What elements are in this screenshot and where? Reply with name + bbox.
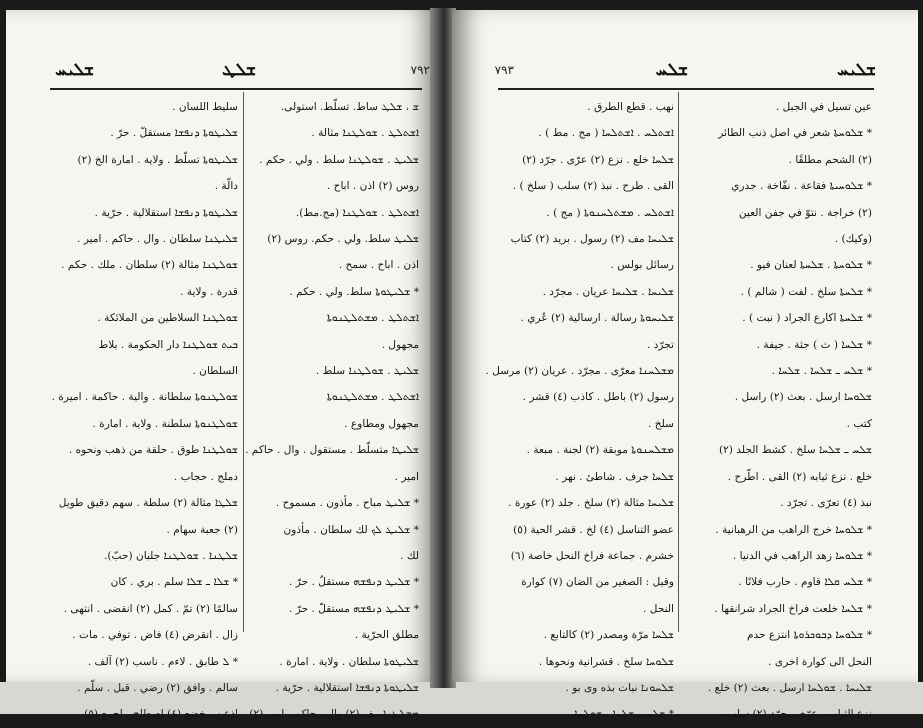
header-left-word: ܫܠܚ: [655, 60, 688, 80]
dictionary-line: ܐܫܬܠܚ . ܐܫܬܠܚܐ ( مج . مط ) .: [538, 127, 674, 140]
dictionary-line: نزع الثياب . عرّى . جرّد (٢) سلب .: [719, 708, 872, 721]
dictionary-line: ܫܠܝܛ سلط. ولي . حكم. روس (٢): [267, 233, 419, 246]
dictionary-line: رسول (٢) باطل . كاذب (٤) قشر .: [522, 391, 674, 404]
dictionary-line: * ܫܠܝܛ ܕܢܦܫܗ مستقلّ . حرّ .: [288, 602, 419, 615]
dictionary-line: * ܫܠܚ ـ ܫܠܚܐ . ܫܠܚܐ .: [771, 365, 872, 378]
dictionary-line: عين تسيل في الجبل .: [775, 101, 872, 113]
page-number: ٧٩٣: [494, 63, 514, 77]
header-rule: [50, 88, 422, 90]
dictionary-line: ܒܝܬ ܫܘܠܛܢܐ دار الحكومة . بلاط: [98, 338, 238, 351]
dictionary-line: ܫܠܛܐ مثالة (٢) سلطة . سهم دقيق طويل: [58, 497, 238, 510]
dictionary-line: ܫܠܝܚܘܬܐ رسالة . ارسالية (٢) عُري .: [520, 312, 674, 325]
left-page-header: [6, 60, 436, 86]
header-rule: [498, 88, 874, 90]
right-page: [452, 10, 918, 721]
dictionary-line: ܫܠܛܢܐ . ܫܘܠܛܢܐ جلبان (حبّ).: [104, 549, 238, 562]
dictionary-line: ܐܫܬܠܛ . ܫܘܠܛܢܐ مثالة .: [311, 127, 419, 140]
dictionary-line: ܫܠܝܛ . ܫܘܠܛܢܐ سلط .: [315, 365, 419, 378]
dictionary-line: ܫܘܠܛܢܐ مثالة (٢) سلطان . ملك . حكم .: [61, 259, 238, 272]
header-left-word: ܫܠܝܚ: [55, 60, 94, 80]
dictionary-line: السلطان .: [192, 365, 238, 378]
header-right-word: ܫܠܝܚ: [837, 60, 876, 80]
dictionary-line: ܫܠܝܛܘܬܐ سلطان . ولاية . امارة .: [279, 655, 419, 668]
column-divider: [243, 92, 244, 632]
dictionary-line: ܫܠܘܚܐ سلخ . قشرانية ونحوها .: [538, 655, 674, 668]
dictionary-line: نبذ (٤) تعرّى . تجرّد .: [780, 497, 872, 510]
page-number: ٧٩٢: [410, 63, 430, 77]
dictionary-line: خلع . نزع ثيابه (٢) القى . اطّرح .: [727, 470, 872, 483]
dictionary-line: * ܠ طابق . لاءم . ناسب (٢) آلف .: [87, 655, 238, 668]
right-page-header: [452, 60, 918, 86]
dictionary-line: ܐܫܬܠܚ . ܡܫܬܠܚܢܘܬܐ ( مج ) .: [546, 206, 674, 219]
dictionary-line: * ܫܠܘܚܝܬܐ فقاعة . نفّاخة . جدري: [731, 180, 872, 193]
dictionary-line: ܫܠܚܐ جرف . شاطئ . نهر .: [555, 470, 674, 483]
dictionary-line: دملج . حجاب .: [173, 470, 238, 483]
dictionary-line: * ܫܠܐ ـ ܫܠܐ سلم . بري . كان: [110, 576, 238, 589]
right-page-left-column: [485, 94, 674, 728]
dictionary-line: * ܫܠܝܛܘܬܐ سلط. ولي . حكم .: [289, 285, 419, 298]
left-page-right-column: [245, 94, 419, 728]
dictionary-line: * ܫܠܘܚܬܐ شعر في اصل ذنب الطائر: [718, 127, 872, 140]
dictionary-line: ܫܠܝܛܘܬܐ تسلّط . ولاية . امارة الخ (٢): [77, 153, 238, 166]
dictionary-line: * ܫܠܝܛ ܕܢܦܫܗ مستقلٌ . حرّ .: [288, 576, 419, 589]
dictionary-line: * ܫܠܚܬܐ اكارع الجراد ( نبت ) .: [742, 312, 872, 325]
dictionary-line: ܫܠܝܚܐ . ܫܠܝܚܐ عريان . مجرّد .: [542, 285, 674, 298]
dictionary-line: ܐܫܬܠܛ . ܡܫܬܠܛܢܘܬܐ: [326, 391, 419, 404]
dictionary-line: ܫܘܠܛܢܘܬܐ سلطانة . والية . حاكمة . اميرة .: [51, 391, 238, 404]
dictionary-line: ܫܘܠܛܢܘܬܐ سلطنة . ولاية . امارة .: [92, 417, 238, 430]
dictionary-line: سالمًا (٢) تمّ . كمل (٢) انقضى . انتهى .: [63, 602, 238, 615]
dictionary-line: * ܫܠܚܐ ( ث ) جثة . جيفة .: [756, 338, 872, 351]
dictionary-line: اذعن . خضع (٤) اصطلح . اجمع (٥): [84, 708, 238, 721]
dictionary-line: اذن . اباح . سمح .: [338, 259, 419, 272]
dictionary-line: القى . طرح . نبذ (٢) سلب ( سلخ ) .: [512, 180, 674, 193]
dictionary-line: رسائل بولس .: [610, 259, 674, 272]
dictionary-line: سليط اللسان .: [172, 101, 238, 113]
dictionary-line: لك .: [400, 549, 419, 562]
dictionary-line: ܫܠܚܘܢܐ نبات بذه وى بو .: [565, 681, 674, 694]
dictionary-line: ܫܠܝܛܘܬܐ ܕܢܦܫܐ مستقلّ . حرّ .: [110, 127, 238, 140]
dictionary-line: ܫܠܚܐ خلع . نزع (٢) عرّى . جرّد (٢): [522, 153, 674, 166]
dictionary-line: ܡܫܠܚܢܘܬܐ موبقة (٢) لجنة . مبعة .: [526, 444, 674, 457]
dictionary-line: (٢) خراجة . نتوّ في جفن العين: [738, 206, 872, 219]
dictionary-line: وقيل : الصغير من الضان (٧) كوارة: [521, 576, 674, 589]
dictionary-line: زال . انقرض (٤) فاض . توفي . مات .: [72, 629, 238, 642]
dictionary-line: تجرّد .: [646, 338, 674, 351]
dictionary-line: * ܫܠܘܚܬܐ . ܫܠܚܬܐ لعنان فيو .: [750, 259, 872, 272]
dictionary-line: ܫܠܝܛ . ܫܘܠܛܢܐ سلط . ولي . حكم .: [259, 153, 419, 166]
dictionary-line: ܫܠܘܚܐ ارسل . بعث (٢) راسل .: [734, 391, 872, 404]
header-right-word: ܫܠܛ: [222, 60, 256, 80]
dictionary-line: * ܫܠܚ ܩܠܐ قاوم . حارب فلانًا .: [738, 576, 872, 589]
dictionary-line: ܫܠܚܐ مرّة ومصدر (٢) كالتابع .: [543, 629, 674, 642]
dictionary-line: ܡܫܠܚܢܐ معرّى . مجرّد . عريان (٢) مرسل .: [485, 365, 674, 378]
dictionary-line: ܐܫܬܠܛ . ܫܘܠܛܢܐ (مج.مط).: [295, 206, 419, 219]
dictionary-line: سلخ .: [648, 417, 674, 430]
dictionary-line: ܫܠܝܚܐ مثالة (٢) سلخ . جلد (٢) عورة .: [508, 497, 674, 510]
dictionary-line: * ܫܠܝܛ مباح . مأذون . مسموح .: [275, 497, 419, 510]
dictionary-line: ܫܘܠܛܢܐ السلاطين من الملائكة .: [97, 312, 238, 325]
dictionary-line: (وكيك) .: [834, 233, 872, 246]
dictionary-line: النحل الى كوارة اخرى .: [768, 655, 872, 668]
dictionary-line: النحل .: [643, 602, 674, 615]
dictionary-line: ܫܠܝܛܐ متسلّط . مستقول . وال . حاكم .: [245, 444, 419, 457]
dictionary-line: ܫܠܝܚܐ . ܫܘܠܚܐ ارسل . بعث (٢) خلع .: [707, 681, 872, 694]
dictionary-line: روس (٢) اذن . اباح .: [326, 180, 419, 193]
dictionary-line: ܐܫܬܠܛ . ܡܫܬܠܛܢܘܬܐ: [326, 312, 419, 325]
dictionary-line: (٢) جعبة سهام .: [166, 523, 238, 536]
dictionary-line: خشرم . جماعة فراخ النحل خاصة (٦): [510, 549, 674, 562]
dictionary-line: ܫܘܠܛܢܐ طوق . حلقة من ذهب ونحوه .: [68, 444, 238, 457]
dictionary-line: (٢) الشحم مطلقًا .: [788, 153, 872, 166]
column-divider: [678, 92, 679, 632]
dictionary-line: ܡܫܠܛܢܐ مف (٢) وال . حاكم . امير (٢): [249, 708, 419, 721]
dictionary-line: ܫܠܝܛܢܐ سلطان . وال . حاكم . امير .: [77, 233, 238, 246]
dictionary-line: * ܫܠܘܚܐ زهد الراهب في الدنيا .: [732, 549, 872, 562]
right-page-right-column: [684, 94, 872, 728]
dictionary-line: ܫܠܝܛܘܬܐ ܕܢܦܫܐ استقلالية . حرّية .: [275, 681, 419, 694]
dictionary-line: * ܫܠܘܚܐ ܕܒܘܟܪܘܬܐ انتزع حدم: [746, 629, 872, 642]
dictionary-line: امير .: [394, 470, 419, 483]
dictionary-line: * ܫܠܚܬܐ سلخ . لفت ( شالم ) .: [740, 285, 872, 298]
dictionary-line: ܫ ، ܫܠܛ ساط. تسلّط. استولى.: [280, 101, 419, 113]
dictionary-line: دالّة .: [214, 180, 238, 193]
dictionary-line: قدرة . ولاية .: [180, 285, 238, 298]
dictionary-line: مجهول ومطاوع .: [344, 417, 419, 430]
dictionary-line: * ܫܠܚܐ خلعت فراخ الجراد شرانقها .: [714, 602, 872, 615]
dictionary-line: نهب . قطع الطرق .: [587, 101, 674, 113]
left-page: [6, 10, 436, 721]
dictionary-line: مجهول .: [381, 338, 419, 351]
dictionary-line: * ܫܠܚ ـ ܫܠܚܐ . ܫܘܠܚܐ .: [567, 708, 674, 721]
dictionary-line: ܫܠܚ ـ ܫܠܚܐ سلخ . كشط الجلد (٢): [718, 444, 872, 457]
dictionary-line: سالم . وافق (٢) رضي . قبل . سلّم .: [77, 681, 238, 694]
left-page-left-column: [51, 94, 238, 728]
dictionary-line: * ܫܠܝܛ ܠܟ لك سلطان . مأذون: [283, 523, 419, 536]
dictionary-line: مطلق الحرّية .: [354, 629, 419, 642]
dictionary-line: * ܫܠܘܚܐ خرج الراهب من الرهبانية .: [715, 523, 872, 536]
dictionary-line: ܫܠܝܚܐ مف (٢) رسول . بريد (٢) كتاب: [510, 233, 674, 246]
dictionary-line: عضو التناسل (٤) لخ . قشر الحية (٥): [513, 523, 674, 536]
dictionary-line: ܫܠܝܛܘܬܐ ܕܢܦܫܐ استقلالية . حرّية .: [94, 206, 238, 219]
dictionary-line: كتب .: [846, 417, 872, 430]
